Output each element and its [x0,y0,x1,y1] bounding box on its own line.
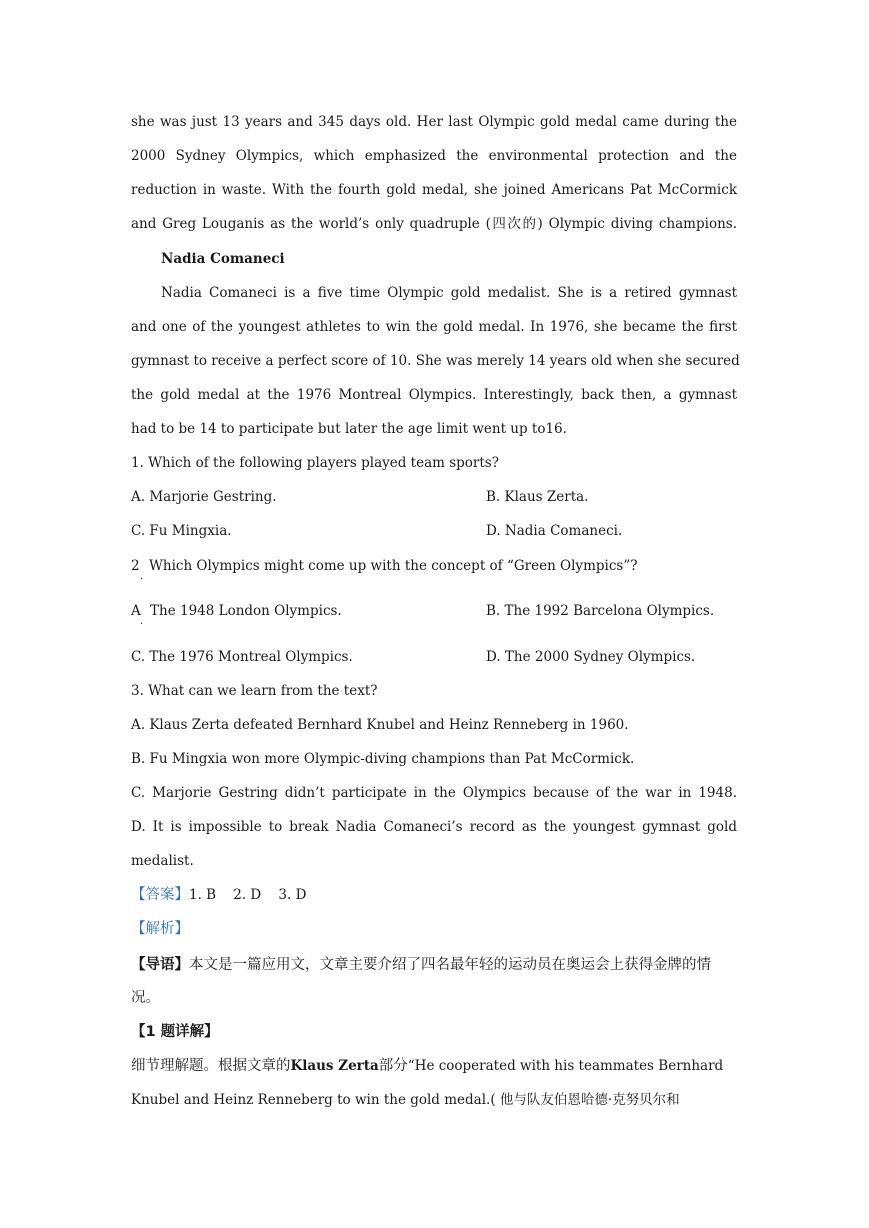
dot-mark: · [140,619,144,630]
option-d-continued: medalist. [131,853,194,869]
guide-line: 况。 [131,990,160,1006]
option-letter: A [131,603,141,619]
passage-line: had to be 14 to participate but later the age limit went up to16. [131,421,567,437]
passage-line: she was just 13 years and 345 days old. Her last Olympic gold medal came during the [131,114,737,130]
question-stem: Which Olympics might come up with the concept of “Green Olympics”? [149,558,638,574]
passage-line: the gold medal at the 1976 Montreal Olympics. Interestingly, back then, a gymnast [131,387,737,403]
question-stem: 3. What can we learn from the text? [131,683,378,699]
option-a: The 1948 London Olympics. [150,603,342,619]
detail-line: Knubel and Heinz Renneberg to win the gold medal.( 他与队友伯恩哈德·克努贝尔和 [131,1092,680,1108]
answer-row [131,885,737,905]
guide-text: 本文是一篇应用文，文章主要介绍了四名最年轻的运动员在奥运会上获得金牌的情 [189,957,711,973]
passage-line: reduction in waste. With the fourth gold medal, she joined Americans Pat McCormick [131,182,737,198]
option-c: C. The 1976 Montreal Olympics. [131,649,353,665]
detail-quote: “He cooperated with his teammates Bernhard [407,1058,724,1074]
passage-line: and Greg Louganis as the world’s only quadruple (四次的) Olympic diving champions. [131,216,737,232]
analysis-label: 【解析】 [131,921,189,937]
option-d: D. It is impossible to break Nadia Comaneci’s record as the youngest gymnast gold [131,819,737,835]
option-c: C. Fu Mingxia. [131,523,232,539]
detail-line [131,1056,737,1076]
question-number: 2 [131,558,140,574]
q1-detail-label: 【1 题详解】 [131,1024,219,1040]
guide-line [131,955,737,975]
option-d: D. The 2000 Sydney Olympics. [486,649,696,665]
detail-bold: Klaus Zerta [290,1058,379,1074]
option-b: B. The 1992 Barcelona Olympics. [486,603,715,619]
answer-label: 【答案】 [131,887,189,903]
option-b: B. Klaus Zerta. [486,489,589,505]
detail-text: 细节理解题。根据文章的 [131,1058,291,1074]
detail-text: 部分 [378,1058,408,1074]
passage-line: and one of the youngest athletes to win the gold medal. In 1976, she became the first [131,319,737,335]
option-b: B. Fu Mingxia won more Olympic-diving champions than Pat McCormick. [131,751,635,767]
question-stem: 1. Which of the following players played team sports? [131,455,499,471]
passage-line: 2000 Sydney Olympics, which emphasized the environmental protection and the [131,148,737,164]
answer-values: 1. B 2. D 3. D [189,887,307,903]
dot-mark: · [140,574,144,585]
option-a: A. Marjorie Gestring. [131,489,277,505]
option-a: A. Klaus Zerta defeated Bernhard Knubel and Heinz Renneberg in 1960. [131,717,629,733]
passage-line: gymnast to receive a perfect score of 10. She was merely 14 years old when she secured [131,353,740,369]
guide-label: 【导语】 [131,957,189,973]
section-heading: Nadia Comaneci [161,251,285,267]
option-c: C. Marjorie Gestring didn’t participate in the Olympics because of the war in 1948. [131,785,737,801]
passage-line: Nadia Comaneci is a five time Olympic gold medalist. She is a retired gymnast [161,285,737,301]
option-d: D. Nadia Comaneci. [486,523,623,539]
